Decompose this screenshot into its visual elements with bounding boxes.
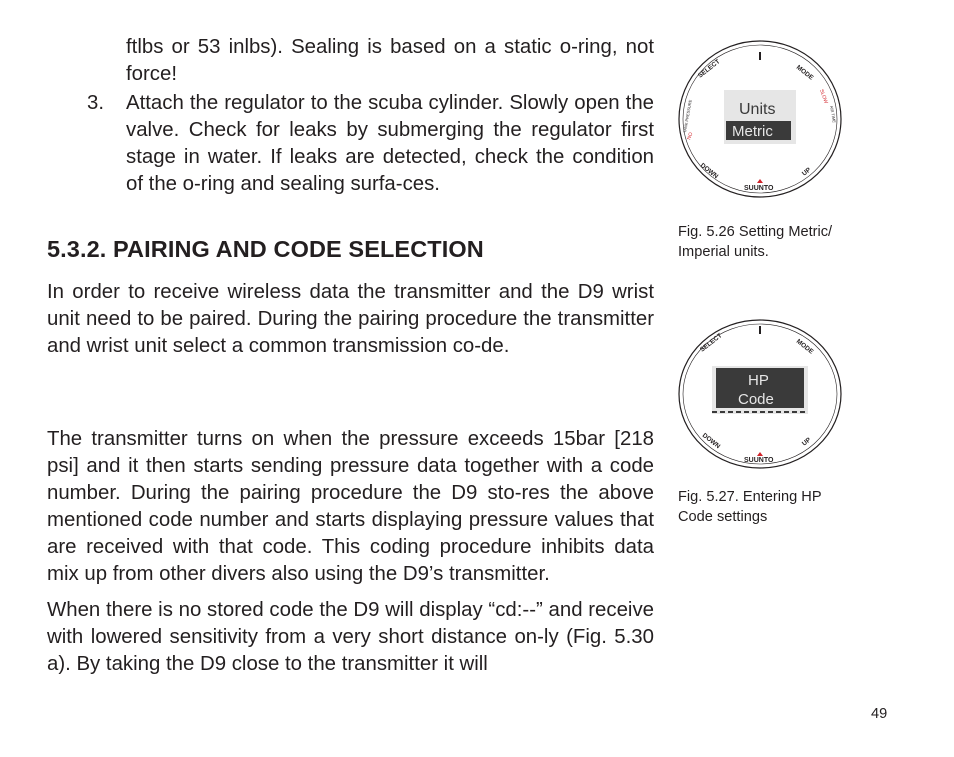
caption-2-line2: Code settings bbox=[678, 509, 768, 525]
down-label: DOWN bbox=[698, 162, 720, 181]
air-time-label: AIR TIME bbox=[829, 105, 837, 124]
paragraph-no-code: When there is no stored code the D9 will display “cd:--” and receive with lowered sensitivity from a very short distance on-ly (Fig. 5.30 a). By taking the D9 close to the transmitter it will bbox=[47, 599, 654, 675]
section-heading: 5.3.2. PAIRING AND CODE SELECTION bbox=[47, 236, 484, 262]
figure-caption-1 bbox=[678, 222, 878, 262]
continued-paragraph: ftlbs or 53 inlbs). Sealing is based on a static o-ring, not force! bbox=[126, 36, 654, 85]
lcd-line2: Code bbox=[738, 391, 774, 408]
tank-pressure-label: TANK PRESSURE bbox=[682, 99, 693, 134]
brand-label: SUUNTO bbox=[744, 185, 774, 192]
mode-label: MODE bbox=[794, 64, 815, 82]
brand-label: SUUNTO bbox=[744, 457, 774, 464]
page-number: 49 bbox=[871, 706, 888, 722]
lcd-line2: Metric bbox=[732, 123, 773, 140]
mode-label: MODE bbox=[794, 338, 815, 356]
figure-caption-2 bbox=[678, 487, 878, 527]
lcd-line1: HP bbox=[748, 372, 769, 389]
figure-hp-code-watch bbox=[676, 318, 844, 471]
up-label: UP bbox=[800, 436, 813, 448]
select-label: SELECT bbox=[698, 332, 724, 354]
select-label: SELECT bbox=[696, 58, 722, 80]
paragraph-pairing-intro: In order to receive wireless data the transmitter and the D9 wrist unit need to be paired. During the pairing procedure the transmitter and wrist unit select a common transmission co-de. bbox=[47, 281, 654, 357]
caption-1-line2: Imperial units. bbox=[678, 244, 769, 260]
slow-label: SLOW bbox=[818, 88, 829, 105]
lcd-line1: Units bbox=[739, 101, 776, 118]
numbered-step-3 bbox=[87, 90, 654, 198]
no-label: NO bbox=[686, 131, 695, 141]
figure-units-watch bbox=[676, 38, 844, 200]
step-text: Attach the regulator to the scuba cylinder. Slowly open the valve. Check for leaks by submerging the regulator first stage in water. If leaks are detected, check the condition of the o-ring and sealing surfa-ces. bbox=[126, 92, 654, 195]
watch-face-illustration bbox=[676, 38, 844, 200]
caption-2-line1: Fig. 5.27. Entering HP bbox=[678, 489, 822, 505]
watch-face-illustration bbox=[676, 318, 844, 471]
step-number: 3. bbox=[87, 92, 105, 114]
caption-1-line1: Fig. 5.26 Setting Metric/ bbox=[678, 224, 833, 240]
up-label: UP bbox=[800, 166, 813, 178]
down-label: DOWN bbox=[700, 432, 722, 451]
paragraph-transmitter: The transmitter turns on when the pressure exceeds 15bar [218 psi] and it then starts sending pressure data together with a code number. During the pairing procedure the D9 sto-res the above mentioned code number and starts displaying pressure values that are received with that code. This coding procedure inhibits data mix up from other divers also using the D9’s transmitter. bbox=[47, 428, 654, 585]
